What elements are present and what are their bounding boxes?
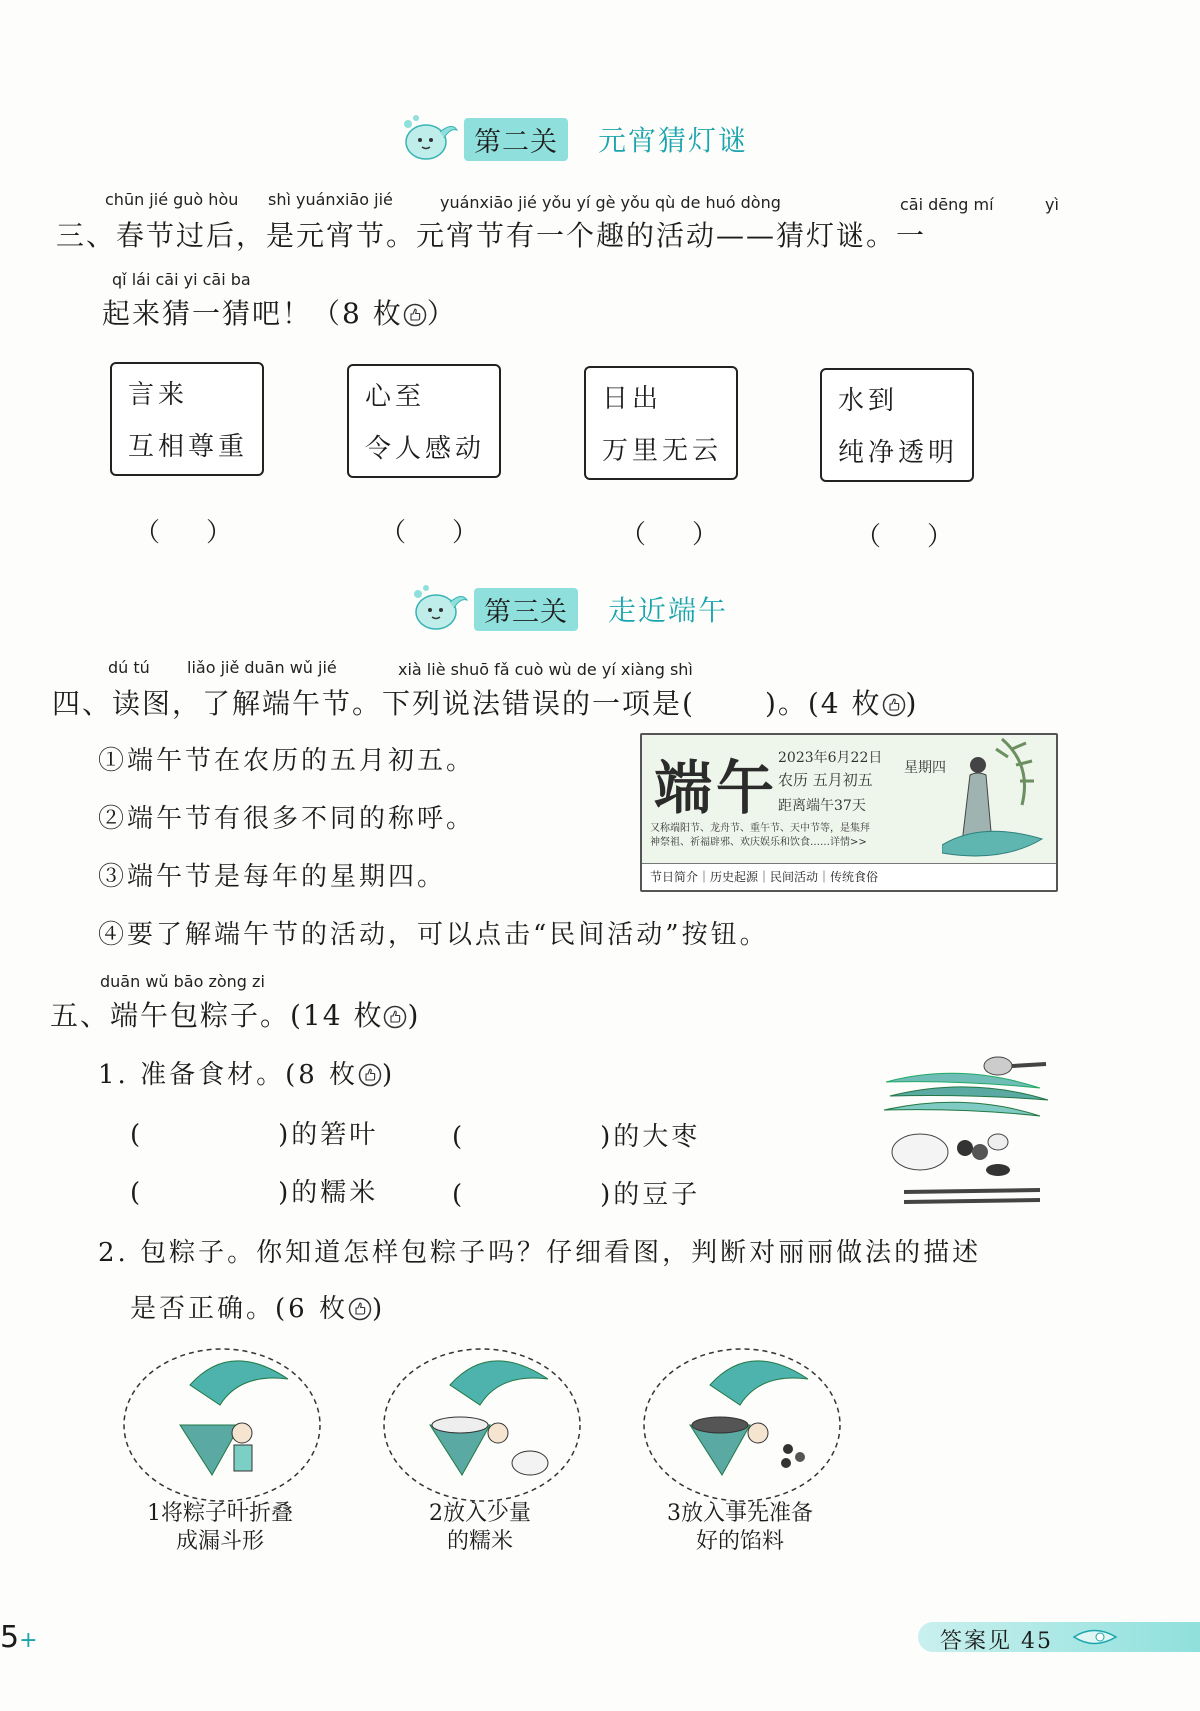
sub-question-2: 2. 包粽子。你知道怎样包粽子吗？仔细看图，判断对丽丽做法的描述: [98, 1238, 982, 1268]
option-4: ④要了解端午节的活动，可以点击“民间活动”按钮。: [98, 920, 769, 950]
card-desc: 神祭祖、祈福辟邪、欢庆娱乐和饮食……详情>>: [650, 837, 867, 848]
page-number: 5+: [0, 1620, 38, 1655]
thumbs-up-icon: [403, 303, 427, 327]
section-2-banner: [400, 112, 748, 166]
option-2: ②端午节有很多不同的称呼。: [98, 804, 476, 834]
pinyin: dú tú: [108, 658, 150, 677]
section-title: 走近端午: [608, 594, 729, 627]
qu-yuan-illustration: [942, 735, 1056, 863]
question-4-text: 四、读图，了解端午节。下列说法错误的一项是( )。(4 枚 ): [52, 687, 919, 720]
answer-blank[interactable]: （）: [134, 518, 279, 548]
riddle-card: 日出 万里无云: [584, 366, 738, 480]
riddle-card: 水到 纯净透明: [820, 368, 974, 482]
fill-blank[interactable]: ( )的豆子: [452, 1180, 701, 1210]
pinyin: liǎo jiě duān wǔ jié: [187, 658, 337, 677]
step-2-caption: 2放入少量 的糯米: [429, 1501, 531, 1554]
card-date: 2023年6月22日: [778, 750, 883, 766]
zongzi-ingredients-illustration: [880, 1052, 1060, 1212]
answer-blank[interactable]: （）: [620, 520, 765, 550]
pinyin: xià liè shuō fǎ cuò wù de yí xiàng shì: [398, 660, 693, 679]
pinyin: duān wǔ bāo zòng zi: [100, 972, 265, 991]
question-3-text: 三、春节过后，是元宵节。元宵节有一个趣的活动——猜灯谜。一: [56, 219, 927, 252]
answer-blank[interactable]: （）: [855, 522, 1000, 552]
section-number: 第三关: [474, 588, 578, 631]
question-5-text: 五、端午包粽子。(14 枚 ): [50, 999, 421, 1032]
card-title: 端午: [654, 754, 779, 822]
rocket-icon: [1070, 1624, 1120, 1650]
section-number: 第二关: [464, 118, 568, 161]
card-desc: 又称端阳节、龙舟节、重午节、天中节等，是集拜: [650, 823, 870, 834]
sub-question-1: 1. 准备食材。(8 枚 ): [98, 1060, 396, 1090]
mascot-icon: [400, 112, 460, 166]
question-3-text-cont: 起来猜一猜吧！（8 枚 ）: [102, 297, 457, 330]
pinyin: chūn jié guò hòu: [105, 190, 239, 209]
sub-question-2-cont: 是否正确。(6 枚 ): [130, 1294, 386, 1324]
riddle-card: 言来 互相尊重: [110, 362, 264, 476]
option-3: ③端午节是每年的星期四。: [98, 862, 447, 892]
section-3-banner: [410, 582, 728, 636]
card-weekday: 星期四: [904, 760, 946, 776]
pinyin: shì yuánxiāo jié: [268, 190, 393, 209]
answer-blank[interactable]: （）: [380, 518, 525, 548]
step-3-caption: 3放入事先准备 好的馅料: [667, 1501, 813, 1554]
pinyin: yì: [1045, 195, 1059, 214]
step-1-picture: [120, 1345, 324, 1505]
card-lunar: 农历 五月初五: [778, 771, 873, 789]
step-3-picture: [640, 1345, 844, 1505]
thumbs-up-icon: [383, 1005, 407, 1029]
riddle-card: 心至 令人感动: [347, 364, 501, 478]
card-tabs: 节日简介｜历史起源｜民间活动｜传统食俗: [642, 863, 1056, 890]
dragon-boat-calendar-card: [640, 733, 1058, 892]
answer-reference: 答案见 45: [940, 1629, 1053, 1654]
pinyin: qǐ lái cāi yi cāi ba: [112, 270, 251, 289]
step-2-picture: [380, 1345, 584, 1505]
mascot-icon: [410, 582, 470, 636]
option-1: ①端午节在农历的五月初五。: [98, 746, 476, 776]
fill-blank[interactable]: ( )的箬叶: [130, 1120, 379, 1150]
step-1-caption: 1将粽子叶折叠 成漏斗形: [147, 1501, 293, 1554]
fill-blank[interactable]: ( )的糯米: [130, 1178, 379, 1208]
thumbs-up-icon: [358, 1063, 382, 1087]
thumbs-up-icon: [882, 693, 906, 717]
pinyin: yuánxiāo jié yǒu yí gè yǒu qù de huó dòng: [440, 193, 781, 212]
fill-blank[interactable]: ( )的大枣: [452, 1122, 701, 1152]
card-countdown: 距离端午37天: [778, 798, 866, 814]
section-title: 元宵猜灯谜: [598, 124, 749, 157]
pinyin: cāi dēng mí: [900, 195, 994, 214]
thumbs-up-icon: [348, 1297, 372, 1321]
